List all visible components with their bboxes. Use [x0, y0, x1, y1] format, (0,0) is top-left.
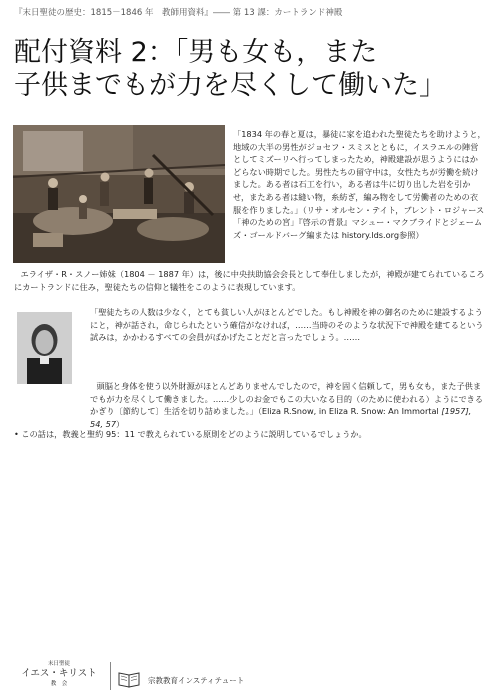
- quote-snow-end: ）: [116, 418, 125, 429]
- intro-eliza-snow: エライザ・R・スノー姉妹（1804 － 1887 年）は，後に中央扶助協会会長として奉仕しましたが，神殿が建てられているころにカートランドに住み，聖徒たちの信仰と犠牲をこのように表現しています。: [14, 269, 485, 292]
- quote-women-labor: 「1834 年の春と夏は，暴徒に家を追われた聖徒たちを助けようと，地域の大半の男性がジョセフ・スミスとともに，イスラエルの陣営としてミズーリへ行ってしまったため，神殿建設が思うようにはかどらない時期でした。男性たちの留守中は，女性たちが労働を続けました。ある者は石工を行い，ある者は牛に切り出した岩を引かせ，またある者は縫い物，糸紡ぎ，編み物をして労働者のための衣服を作りました。」（リサ・オルセン・テイト，ブレント・ロジャース「神のための宮」『啓示の背景』マシュー・マクブライドとジェームズ・ゴールドバーグ編または history.lds.org参照）: [233, 129, 486, 240]
- title-line-2: 子供までもが力を尽くして働いた」: [14, 70, 446, 101]
- page-header: [14, 6, 486, 18]
- footer-divider: [110, 662, 111, 690]
- quote-snow-citation: [1957], 54, 57: [90, 406, 472, 429]
- seminary-name: 宗教教育インスティテュート: [148, 676, 245, 685]
- temple-construction-painting: [13, 125, 225, 263]
- page-title: [14, 36, 486, 102]
- eliza-snow-portrait: [17, 312, 72, 384]
- church-logo-top: 末日聖徒: [47, 661, 70, 667]
- open-book-icon: [118, 672, 140, 688]
- discussion-question: • この話は，教義と聖約 95：11 で教えられている原則をどのように説明しているでしょうか。: [14, 429, 367, 439]
- header-text: 『末日聖徒の歴史：1815－1846 年 教師用資料』―― 第 13 課：カートランド神殿: [14, 8, 343, 18]
- quote-snow-part-1: 「聖徒たちの人数は少なく，とても貧しい人がほとんどでした。もし神殿を神の御名のために建設するようにと，神が話され，命じられたという確信がなければ，……当時のそのような状況下で神殿を建てるという試みは，かかわるすべての会員がばかげたことだと言ったでしょう。……: [90, 307, 484, 343]
- title-line-1: 配付資料 2：「男も女も，また: [14, 37, 378, 68]
- quote-snow-body: 頭脳と身体を使う以外財源がほとんどありませんでしたので，神を固く信頼して，男も女も，また子供までもが力を尽くして働きました。……少しのお金でもこの大いなる目的（のために使われる）ようにできるかぎり〔節約して〕生活を切り詰めました。」（Eliza R.Snow, in Eliza R. Snow: An Immortal: [90, 381, 484, 417]
- page-footer: [14, 660, 274, 692]
- church-logo-name: イエス・キリスト: [21, 668, 97, 679]
- church-logo: [14, 660, 104, 688]
- quote-snow-part-2: [14, 380, 486, 430]
- church-logo-bottom: 教 会: [50, 681, 68, 687]
